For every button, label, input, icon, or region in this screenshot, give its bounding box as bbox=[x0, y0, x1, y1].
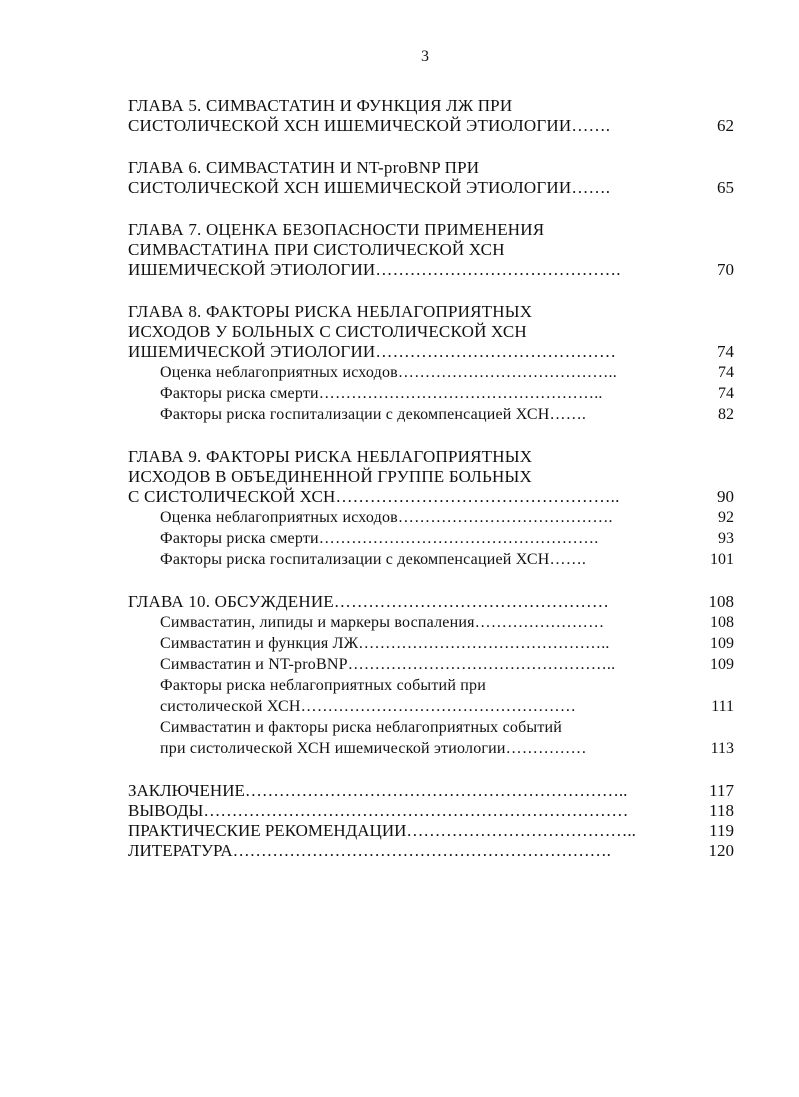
chapter-title bbox=[128, 302, 686, 362]
toc-entry[interactable] bbox=[128, 302, 734, 362]
toc-subentry[interactable] bbox=[128, 528, 734, 549]
toc-chapter bbox=[128, 447, 734, 570]
toc-subentry[interactable] bbox=[128, 612, 734, 633]
subentry-title-line: Оценка неблагоприятных исходов………………………………….. bbox=[160, 364, 617, 381]
chapter-title-line: ИШЕМИЧЕСКОЙ ЭТИОЛОГИИ…………………………………… bbox=[128, 342, 617, 361]
toc-subentry[interactable] bbox=[128, 549, 734, 570]
page-ref: 74 bbox=[717, 342, 734, 361]
chapter-title-line: ИСХОДОВ У БОЛЬНЫХ С СИСТОЛИЧЕСКОЙ ХСН bbox=[128, 322, 527, 341]
toc-entry[interactable] bbox=[128, 801, 734, 821]
subentry-title bbox=[160, 528, 686, 549]
chapter-title-line: ГЛАВА 10. ОБСУЖДЕНИЕ………………………………………… bbox=[128, 592, 610, 611]
toc-entry[interactable] bbox=[128, 781, 734, 801]
chapter-title-line: ГЛАВА 7. ОЦЕНКА БЕЗОПАСНОСТИ ПРИМЕНЕНИЯ bbox=[128, 220, 545, 239]
page-ref: 65 bbox=[717, 178, 734, 197]
toc-chapter bbox=[128, 302, 734, 425]
toc-subentry[interactable] bbox=[128, 675, 734, 717]
chapter-title-line: ГЛАВА 5. СИМВАСТАТИН И ФУНКЦИЯ ЛЖ ПРИ bbox=[128, 96, 513, 115]
toc-subentry[interactable] bbox=[128, 633, 734, 654]
toc-subentry[interactable] bbox=[128, 383, 734, 404]
toc-entry[interactable] bbox=[128, 158, 734, 198]
page-ref: 117 bbox=[709, 781, 734, 800]
toc-subentry[interactable] bbox=[128, 717, 734, 759]
subentry-title bbox=[160, 404, 686, 425]
toc-subentry[interactable] bbox=[128, 507, 734, 528]
subentry-title-line: систолической ХСН…………………………………………… bbox=[160, 698, 577, 715]
subentry-title bbox=[160, 549, 686, 570]
subentry-title bbox=[160, 362, 686, 383]
page-ref: 62 bbox=[717, 116, 734, 135]
page-ref: 118 bbox=[709, 801, 734, 820]
subentry-title-line: Факторы риска смерти…………………………………………….. bbox=[160, 385, 603, 402]
chapter-title-line: СИСТОЛИЧЕСКОЙ ХСН ИШЕМИЧЕСКОЙ ЭТИОЛОГИИ……. bbox=[128, 178, 611, 197]
subentry-title bbox=[160, 383, 686, 404]
toc-chapter bbox=[128, 158, 734, 198]
subentry-title-line: Факторы риска смерти……………………………………………. bbox=[160, 530, 599, 547]
page-ref: 111 bbox=[711, 698, 734, 715]
chapter-title bbox=[128, 447, 686, 507]
section-title: ВЫВОДЫ………………………………………………………………… bbox=[128, 801, 629, 820]
toc-entry[interactable] bbox=[128, 841, 734, 861]
chapter-title bbox=[128, 158, 686, 198]
toc-chapter bbox=[128, 592, 734, 759]
subentry-title-line: при систолической ХСН ишемической этиологии…………… bbox=[160, 740, 587, 757]
toc-entry[interactable] bbox=[128, 96, 734, 136]
chapter-title bbox=[128, 220, 686, 280]
chapter-title-line: СИСТОЛИЧЕСКОЙ ХСН ИШЕМИЧЕСКОЙ ЭТИОЛОГИИ……. bbox=[128, 116, 611, 135]
page-ref: 90 bbox=[717, 487, 734, 506]
toc-chapter bbox=[128, 96, 734, 136]
subentry-title-line: Факторы риска госпитализации с декомпенсацией ХСН……. bbox=[160, 406, 587, 423]
chapter-title bbox=[128, 592, 686, 612]
subentry-title bbox=[160, 717, 686, 759]
page-ref: 70 bbox=[717, 260, 734, 279]
page-ref: 101 bbox=[710, 551, 734, 568]
page-ref: 108 bbox=[710, 614, 734, 631]
toc-final-sections bbox=[128, 781, 734, 861]
section-title: ЛИТЕРАТУРА…………………………………………………………. bbox=[128, 841, 611, 860]
chapter-title-line: ГЛАВА 6. СИМВАСТАТИН И NT-proBNP ПРИ bbox=[128, 158, 480, 177]
subentry-title-line: Оценка неблагоприятных исходов…………………………………. bbox=[160, 509, 613, 526]
page-ref: 119 bbox=[709, 821, 734, 840]
subentry-title bbox=[160, 654, 686, 675]
toc-entry[interactable] bbox=[128, 447, 734, 507]
page-ref: 109 bbox=[710, 635, 734, 652]
page-ref: 109 bbox=[710, 656, 734, 673]
page-ref: 93 bbox=[718, 530, 734, 547]
toc-subentry[interactable] bbox=[128, 362, 734, 383]
subentry-title-line: Симвастатин и функция ЛЖ……………………………………….. bbox=[160, 635, 610, 652]
toc-subentry[interactable] bbox=[128, 654, 734, 675]
subentry-title-line: Факторы риска неблагоприятных событий при bbox=[160, 677, 487, 694]
page-ref: 74 bbox=[718, 364, 734, 381]
subentry-title bbox=[160, 675, 686, 717]
subentry-title-line: Факторы риска госпитализации с декомпенсацией ХСН……. bbox=[160, 551, 587, 568]
subentry-title-line: Симвастатин и факторы риска неблагоприятных событий bbox=[160, 719, 563, 736]
toc-entry[interactable] bbox=[128, 592, 734, 612]
chapter-title-line: ГЛАВА 8. ФАКТОРЫ РИСКА НЕБЛАГОПРИЯТНЫХ bbox=[128, 302, 533, 321]
page-ref: 113 bbox=[710, 740, 734, 757]
page-ref: 92 bbox=[718, 509, 734, 526]
chapter-title bbox=[128, 96, 686, 136]
section-title: ПРАКТИЧЕСКИЕ РЕКОМЕНДАЦИИ………………………………….. bbox=[128, 821, 636, 840]
toc-entry[interactable] bbox=[128, 821, 734, 841]
page-ref: 82 bbox=[718, 406, 734, 423]
toc-subentry[interactable] bbox=[128, 404, 734, 425]
page-ref: 108 bbox=[708, 592, 734, 611]
subentry-title bbox=[160, 612, 686, 633]
section-title: ЗАКЛЮЧЕНИЕ………………………………………………………….. bbox=[128, 781, 628, 800]
chapter-title-line: С СИСТОЛИЧЕСКОЙ ХСН………………………………………….. bbox=[128, 487, 620, 506]
toc-chapter bbox=[128, 220, 734, 280]
subentry-title bbox=[160, 633, 686, 654]
chapter-title-line: ГЛАВА 9. ФАКТОРЫ РИСКА НЕБЛАГОПРИЯТНЫХ bbox=[128, 447, 533, 466]
subentry-title-line: Симвастатин, липиды и маркеры воспаления…………………… bbox=[160, 614, 605, 631]
page-number: 3 bbox=[421, 48, 429, 65]
chapter-title-line: ИШЕМИЧЕСКОЙ ЭТИОЛОГИИ……………………………………. bbox=[128, 260, 621, 279]
table-of-contents bbox=[128, 96, 734, 861]
toc-entry[interactable] bbox=[128, 220, 734, 280]
chapter-title-line: ИСХОДОВ В ОБЪЕДИНЕННОЙ ГРУППЕ БОЛЬНЫХ bbox=[128, 467, 532, 486]
subentry-title bbox=[160, 507, 686, 528]
chapter-title-line: СИМВАСТАТИНА ПРИ СИСТОЛИЧЕСКОЙ ХСН bbox=[128, 240, 505, 259]
subentry-title-line: Симвастатин и NT-proBNP………………………………………….. bbox=[160, 656, 616, 673]
page-ref: 74 bbox=[718, 385, 734, 402]
page-ref: 120 bbox=[708, 841, 734, 860]
